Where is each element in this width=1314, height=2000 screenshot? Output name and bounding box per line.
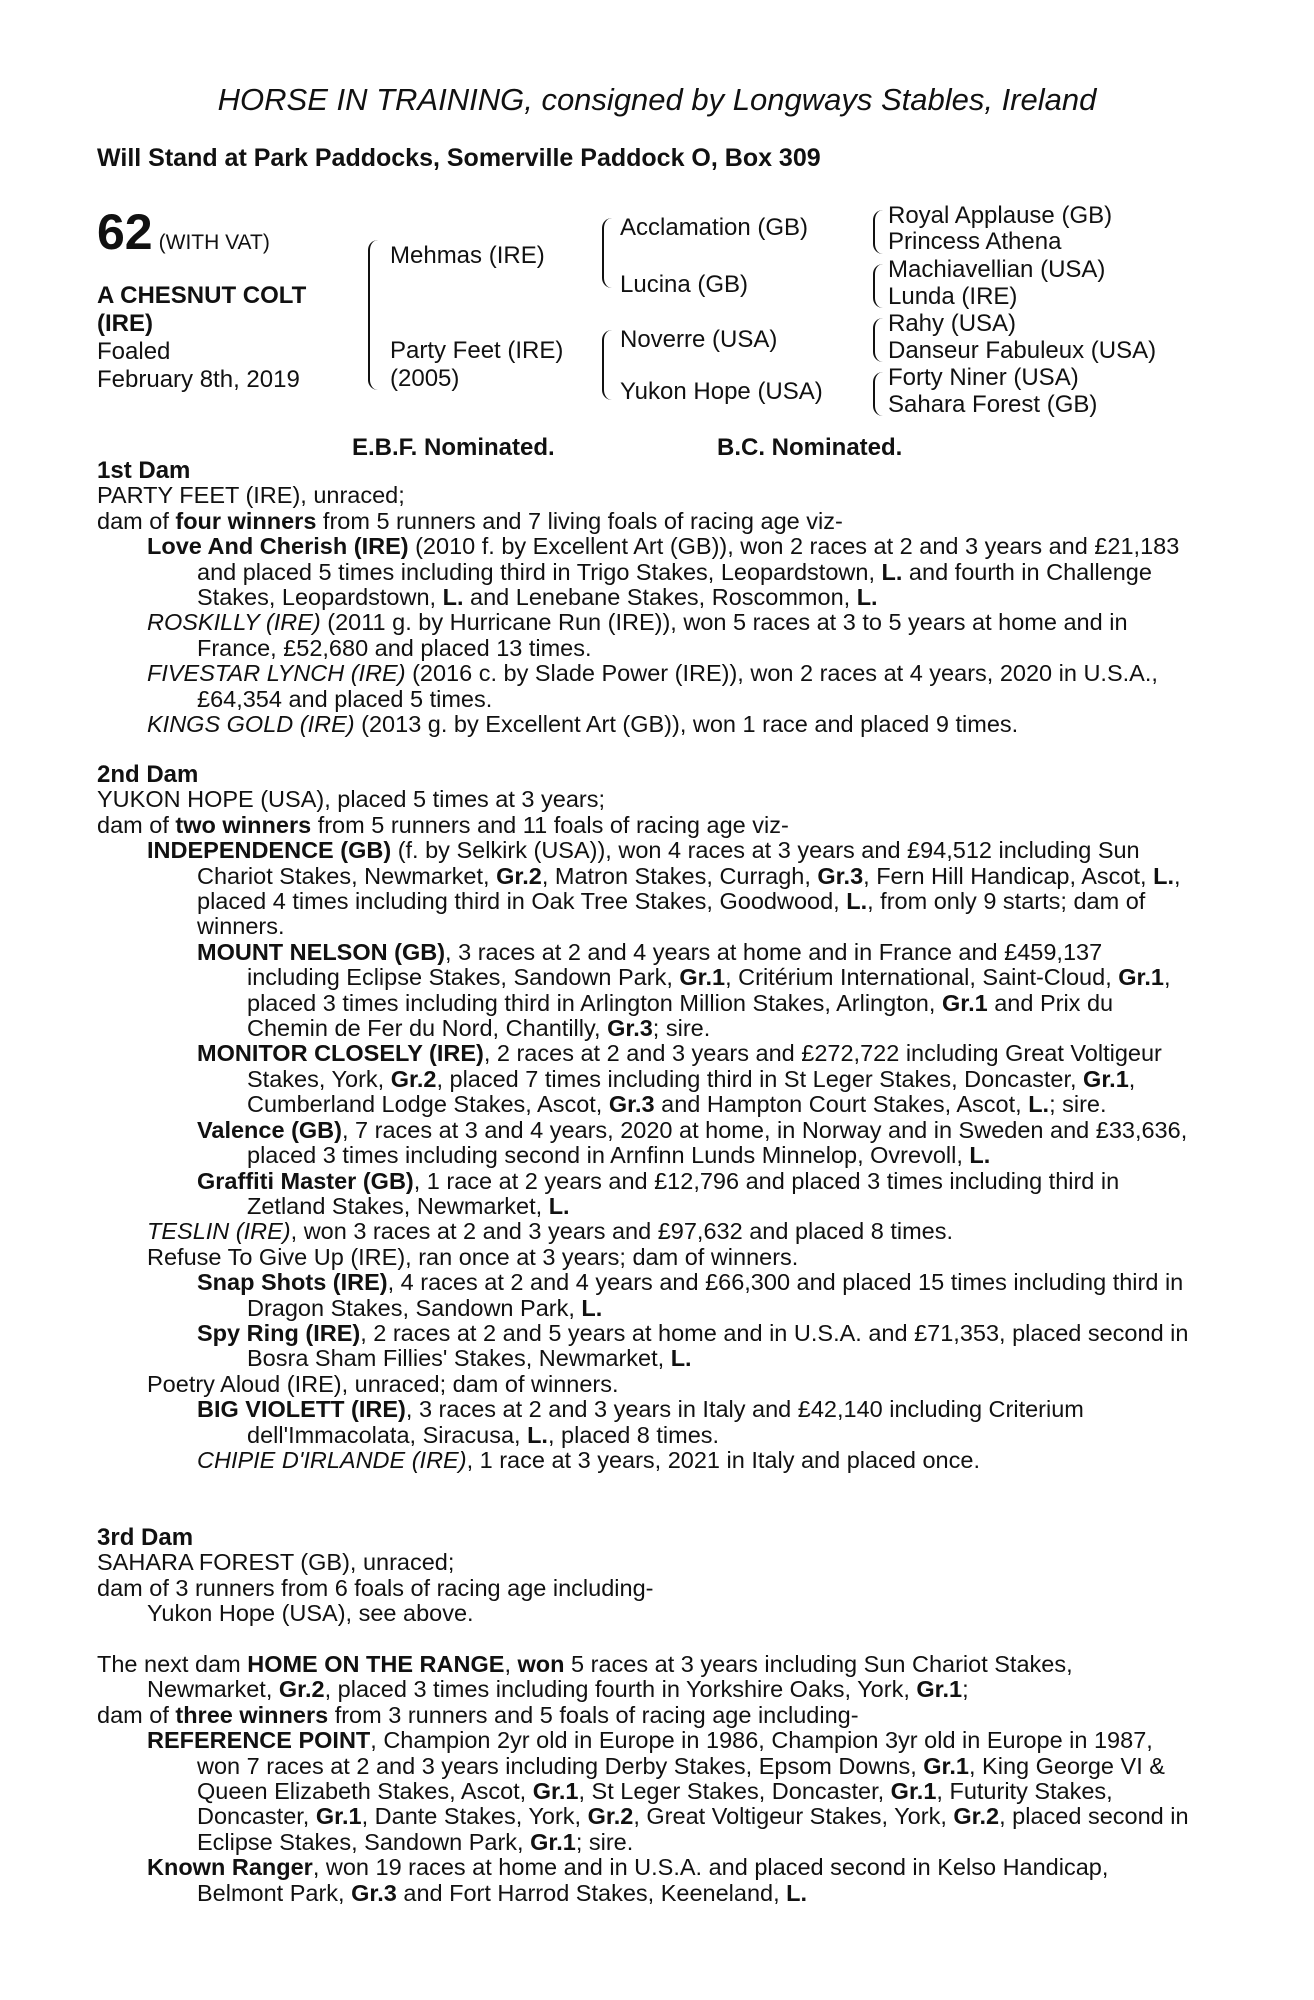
lot-number: 62 [97, 204, 153, 260]
foaled-date: February 8th, 2019 [97, 366, 300, 393]
second-dam-line: YUKON HOPE (USA), placed 5 times at 3 years; [97, 786, 606, 813]
third-dam-section [97, 1525, 1194, 1627]
third-dam-heading: 3rd Dam [97, 1524, 194, 1551]
ggdam-4: Sahara Forest (GB) [888, 391, 1098, 418]
pedigree-brace-g3 [873, 318, 883, 362]
pedigree-brace-g1 [873, 210, 883, 254]
description-line-2: (IRE) [97, 310, 153, 337]
page-title: HORSE IN TRAINING, consigned by Longways Stables, Ireland [217, 82, 1097, 117]
stand-location: Will Stand at Park Paddocks, Somerville Paddock O, Box 309 [97, 144, 821, 172]
sire-sire: Acclamation (GB) [620, 214, 809, 241]
lot-description [97, 282, 306, 394]
progeny-entry: Poetry Aloud (IRE), unraced; dam of winners. [147, 1370, 619, 1397]
progeny-entry: TESLIN (IRE), won 3 races at 2 and 3 years and £97,632 and placed 8 times. [147, 1218, 953, 1245]
ebf-nominated: E.B.F. Nominated. [352, 434, 555, 461]
grand-progeny-entry: Graffiti Master (GB), 1 race at 2 years and £12,796 and placed 3 times including third in Zetland Stakes, Newmarket, L. [197, 1167, 1120, 1219]
progeny-entry: REFERENCE POINT, Champion 2yr old in Europe in 1986, Champion 3yr old in Europe in 1987, won 7 races at 2 and 3 years including Derby Stakes, Epsom Downs, Gr.1, King George VI & Queen Elizabeth Stakes, Ascot, Gr.1, St Leger Stakes, Doncaster, Gr.1, Futurity Stakes, Doncaster, Gr.1, Dante Stakes, York, Gr.2, Great Voltigeur Stakes, York, Gr.2, placed second in Eclipse Stakes, Sandown Park, Gr.1; sire. [147, 1727, 1189, 1855]
ggsire-1: Royal Applause (GB) [888, 202, 1113, 229]
pedigree-brace-dam [602, 330, 614, 400]
grand-progeny-entry: MOUNT NELSON (GB), 3 races at 2 and 4 years at home and in France and £459,137 including Eclipse Stakes, Sandown Park, Gr.1, Critérium International, Saint-Cloud, Gr.1, placed 3 times including third in Arlington Million Stakes, Arlington, Gr.1 and Prix du Chemin de Fer du Nord, Chantilly, Gr.3; sire. [197, 938, 1171, 1042]
progeny-entry: FIVESTAR LYNCH (IRE) (2016 c. by Slade Power (IRE)), won 2 races at 4 years, 2020 in U.S.A., £64,354 and placed 5 times. [147, 660, 1158, 712]
progeny-entry: Known Ranger, won 19 races at home and in U.S.A. and placed second in Kelso Handicap, Belmont Park, Gr.3 and Fort Harrod Stakes, Keeneland, L. [147, 1854, 1109, 1906]
sire: Mehmas (IRE) [390, 242, 545, 269]
progeny-entry: Yukon Hope (USA), see above. [147, 1600, 474, 1627]
next-dam-section [97, 1652, 1194, 1906]
dam-sire: Noverre (USA) [620, 326, 778, 353]
second-dam-section [97, 762, 1194, 1473]
first-dam-section [97, 458, 1194, 737]
second-dam-produce-line: dam of two winners from 5 runners and 11 foals of racing age viz- [97, 811, 789, 838]
pedigree-brace-sire [602, 218, 614, 288]
grand-progeny-entry: MONITOR CLOSELY (IRE), 2 races at 2 and 3 years and £272,722 including Great Voltigeur Stakes, York, Gr.2, placed 7 times including third in St Leger Stakes, Doncaster, Gr.1, Cumberland Lodge Stakes, Ascot, Gr.3 and Hampton Court Stakes, Ascot, L.; sire. [197, 1040, 1162, 1118]
grand-progeny-entry: CHIPIE D'IRLANDE (IRE), 1 race at 3 years, 2021 in Italy and placed once. [197, 1446, 980, 1473]
second-dam-heading: 2nd Dam [97, 761, 199, 788]
first-dam-produce-line: dam of four winners from 5 runners and 7 living foals of racing age viz- [97, 507, 843, 534]
grand-progeny-entry: BIG VIOLETT (IRE), 3 races at 2 and 3 years in Italy and £42,140 including Criterium dell'Immacolata, Siracusa, L., placed 8 times. [197, 1396, 1084, 1448]
first-dam-line: PARTY FEET (IRE), unraced; [97, 482, 405, 509]
description-line-1: A CHESNUT COLT [97, 282, 307, 309]
foaled-label: Foaled [97, 338, 171, 365]
ggsire-4: Forty Niner (USA) [888, 364, 1079, 391]
dam-year: (2005) [390, 365, 460, 392]
next-dam-line: The next dam HOME ON THE RANGE, won 5 races at 3 years including Sun Chariot Stakes, Newmarket, Gr.2, placed 3 times including fourth in Yorkshire Oaks, York, Gr.1; [97, 1651, 1073, 1703]
pedigree-brace-main [368, 240, 380, 390]
dam: Party Feet (IRE) [390, 337, 564, 364]
progeny-entry: Refuse To Give Up (IRE), ran once at 3 years; dam of winners. [147, 1243, 799, 1270]
progeny-entry: ROSKILLY (IRE) (2011 g. by Hurricane Run (IRE)), won 5 races at 3 to 5 years at home and in France, £52,680 and placed 13 times. [147, 609, 1128, 661]
progeny-entry: KINGS GOLD (IRE) (2013 g. by Excellent Art (GB)), won 1 race and placed 9 times. [147, 711, 1019, 738]
ggsire-3: Rahy (USA) [888, 310, 1017, 337]
vat-note: (WITH VAT) [158, 231, 270, 254]
bc-nominated: B.C. Nominated. [717, 434, 903, 461]
sire-dam: Lucina (GB) [620, 271, 749, 298]
ggsire-2: Machiavellian (USA) [888, 256, 1106, 283]
lot-number-block [97, 203, 270, 261]
third-dam-line: SAHARA FOREST (GB), unraced; [97, 1549, 455, 1576]
grand-progeny-entry: Spy Ring (IRE), 2 races at 2 and 5 years at home and in U.S.A. and £71,353, placed second in Bosra Sham Fillies' Stakes, Newmarket, L. [197, 1319, 1189, 1372]
grand-progeny-entry: Snap Shots (IRE), 4 races at 2 and 4 years and £66,300 and placed 15 times including third in Dragon Stakes, Sandown Park, L. [197, 1269, 1184, 1321]
progeny-entry: INDEPENDENCE (GB) (f. by Selkirk (USA)), won 4 races at 3 years and £94,512 including Sun Chariot Stakes, Newmarket, Gr.2, Matron Stakes, Curragh, Gr.3, Fern Hill Handicap, Ascot, L., placed 4 times including third in Oak Tree Stakes, Goodwood, L., from only 9 starts; dam of winners. [147, 837, 1181, 940]
pedigree-brace-g2 [873, 264, 883, 308]
first-dam-heading: 1st Dam [97, 457, 191, 484]
pedigree-brace-g4 [873, 372, 883, 416]
dam-dam: Yukon Hope (USA) [620, 378, 823, 405]
ggdam-2: Lunda (IRE) [888, 283, 1018, 310]
ggdam-1: Princess Athena [888, 228, 1062, 255]
progeny-entry: Love And Cherish (IRE) (2010 f. by Excellent Art (GB)), won 2 races at 2 and 3 years and £21,183 and placed 5 times including third in Trigo Stakes, Leopardstown, L. and fourth in Challenge Stakes, Leopardstown, L. and Lenebane Stakes, Roscommon, L. [147, 533, 1180, 611]
grand-progeny-entry: Valence (GB), 7 races at 3 and 4 years, 2020 at home, in Norway and in Sweden and £33,636, placed 3 times including second in Arnfinn Lunds Minnelop, Ovrevoll, L. [197, 1116, 1188, 1169]
next-dam-produce-line: dam of three winners from 3 runners and 5 foals of racing age including- [97, 1701, 859, 1728]
third-dam-produce-line: dam of 3 runners from 6 foals of racing age including- [97, 1574, 654, 1601]
ggdam-3: Danseur Fabuleux (USA) [888, 337, 1157, 364]
